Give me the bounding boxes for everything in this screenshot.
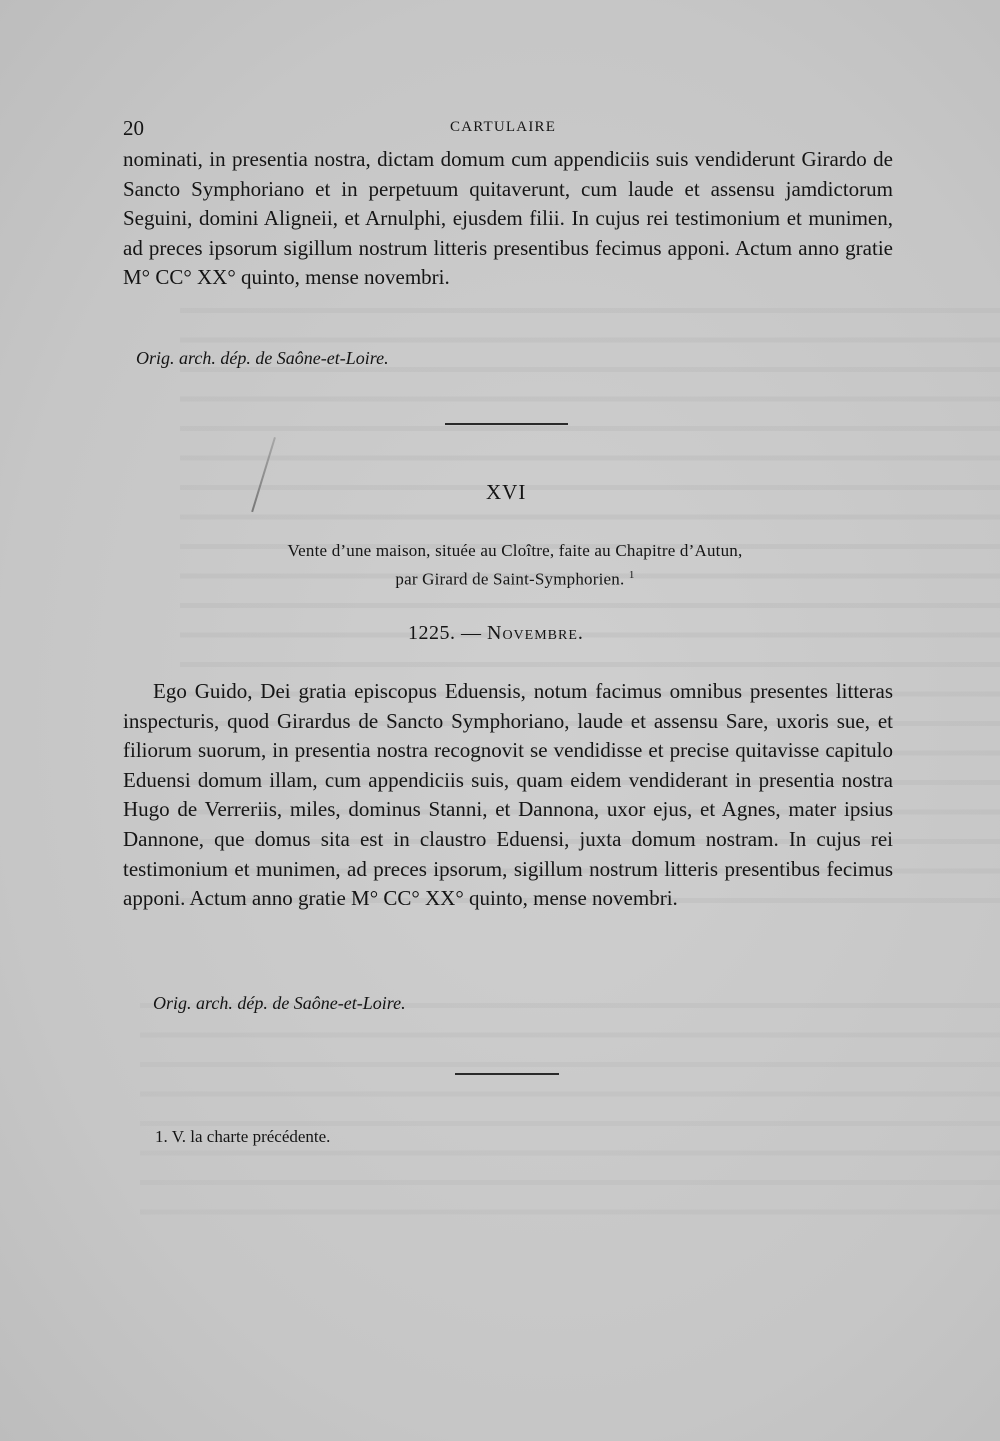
charter-summary-line-2-wrap — [205, 563, 825, 592]
charter-summary-line-2: par Girard de Saint-Symphorien. — [395, 569, 625, 589]
charter-number: XVI — [486, 480, 527, 504]
previous-charter-source: Orig. arch. dép. de Saône-et-Loire. — [136, 348, 389, 368]
previous-charter-paragraph: nominati, in presentia nostra, dictam domum cum appendiciis suis vendiderunt Girardo de Sancto Symphoriano et in perpetuum quitaverunt, cum laude et assensu jamdictorum Seguini, domini Aligneii, et Arnulphi, ejusdem filii. In cujus rei testimonium et munimen, ad preces ipsorum sigillum nostrum litteris presentibus fecimus apponi. Actum anno gratie M° CC° XX° quinto, mense novembri. — [123, 147, 893, 290]
show-through-texture-lower — [140, 985, 1000, 1215]
charter-summary — [205, 538, 825, 592]
charter-date-dash: — — [461, 622, 487, 644]
charter-date — [408, 622, 584, 645]
running-head — [123, 116, 893, 142]
charter-paragraph: Ego Guido, Dei gratia episcopus Eduensis, notum facimus omnibus presentes litteras inspecturis, quod Girardus de Sancto Symphoriano, laude et assensu Sare, uxoris sue, et filiorum suorum, in presentia nostra recognovit se vendidisse et precise quitavisse capitulo Eduensi domum illam, cum appendiciis suis, quam eidem vendiderant in presentia nostra Hugo de Verreriis, miles, dominus Stanni, et Dannona, uxor ejus, et Agnes, mater ipsius Dannone, que domus sita est in claustro Eduensi, juxta domum nostram. In cujus rei testimonium et munimen, ad preces ipsorum, sigillum nostrum litteris presentibus fecimus apponi. Actum anno gratie M° CC° XX° quinto, mense novembri. — [123, 679, 893, 911]
previous-charter-text — [123, 145, 893, 293]
charter-summary-line-1: Vente d’une maison, située au Cloître, faite au Chapitre d’Autun, — [287, 541, 743, 560]
footnote-ref: 1 — [628, 569, 635, 581]
charter-date-year: 1225. — [408, 622, 456, 644]
section-divider — [445, 423, 568, 425]
page-number: 20 — [123, 116, 144, 140]
charter-date-month: Novembre. — [487, 622, 584, 644]
footnote: 1. V. la charte précédente. — [155, 1127, 331, 1146]
footnote-divider — [455, 1073, 559, 1075]
running-title: CARTULAIRE — [450, 119, 557, 135]
charter-source: Orig. arch. dép. de Saône-et-Loire. — [153, 993, 406, 1013]
charter-text — [123, 677, 893, 914]
